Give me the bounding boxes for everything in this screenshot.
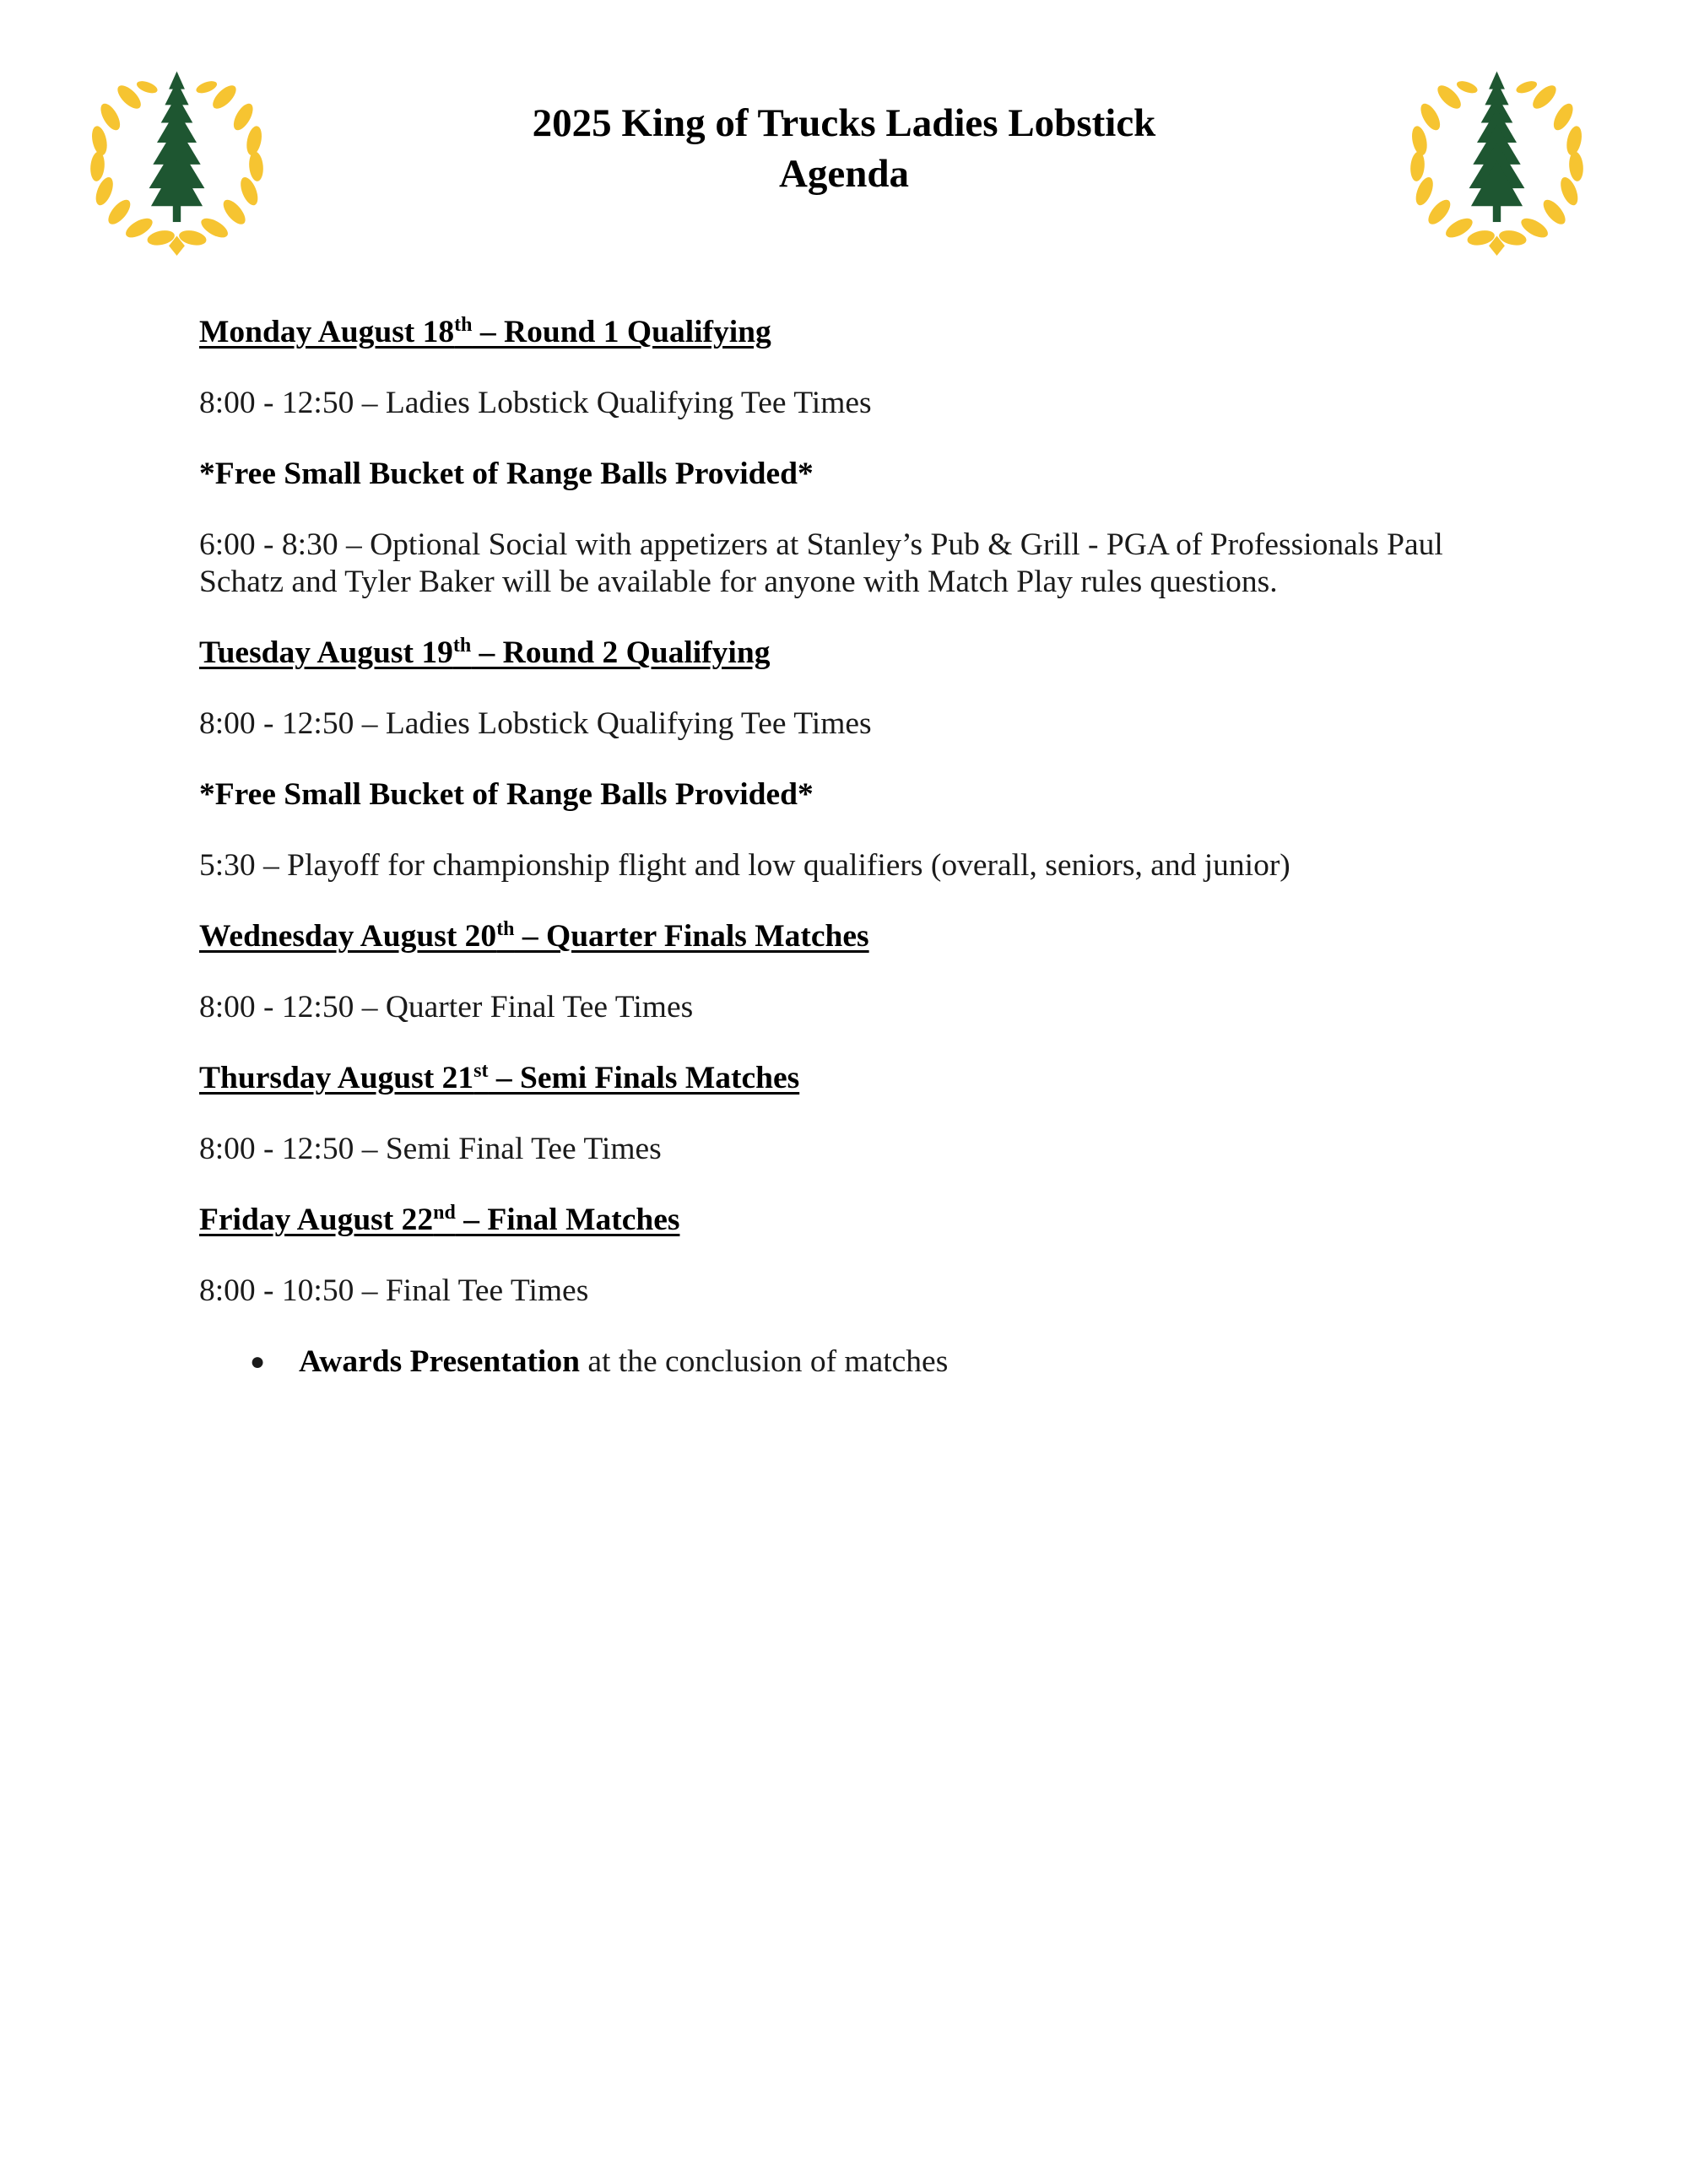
tuesday-range-balls: *Free Small Bucket of Range Balls Provided* <box>199 777 814 812</box>
monday-tee-times: 8:00 - 12:50 – Ladies Lobstick Qualifying Tee Times <box>199 386 872 420</box>
thursday-tee-times: 8:00 - 12:50 – Semi Final Tee Times <box>199 1132 662 1166</box>
tuesday-tee-times: 8:00 - 12:50 – Ladies Lobstick Qualifying Tee Times <box>199 706 872 741</box>
awards-text: at the conclusion of matches <box>579 1344 949 1379</box>
tuesday-playoff: 5:30 – Playoff for championship flight and low qualifiers (overall, seniors, and junior) <box>199 848 1290 883</box>
monday-range-balls: *Free Small Bucket of Range Balls Provided* <box>199 457 814 491</box>
monday-social: 6:00 - 8:30 – Optional Social with appetizers at Stanley’s Pub & Grill - PGA of Professionals Paul Schatz and Tyler Baker will be available for anyone with Match Play rules questions. <box>199 527 1443 599</box>
friday-tee-times: 8:00 - 10:50 – Final Tee Times <box>199 1273 589 1308</box>
bullet-icon: ● <box>250 1348 266 1376</box>
awards-bullet-item <box>199 1343 1516 1381</box>
thursday-heading: Thursday August 21st – Semi Finals Matches <box>199 1060 800 1095</box>
agenda-body <box>199 314 1516 1381</box>
awards-label: Awards Presentation <box>299 1344 580 1379</box>
friday-heading: Friday August 22nd – Final Matches <box>199 1202 680 1237</box>
monday-heading: Monday August 18th – Round 1 Qualifying <box>199 314 771 349</box>
title-line-1: 2025 King of Trucks Ladies Lobstick <box>532 101 1156 145</box>
title-line-2: Agenda <box>778 152 910 196</box>
wednesday-heading: Wednesday August 20th – Quarter Finals Matches <box>199 918 869 954</box>
wednesday-tee-times: 8:00 - 12:50 – Quarter Final Tee Times <box>199 990 694 1024</box>
page-title <box>0 98 1688 199</box>
tuesday-heading: Tuesday August 19th – Round 2 Qualifying <box>199 635 771 670</box>
